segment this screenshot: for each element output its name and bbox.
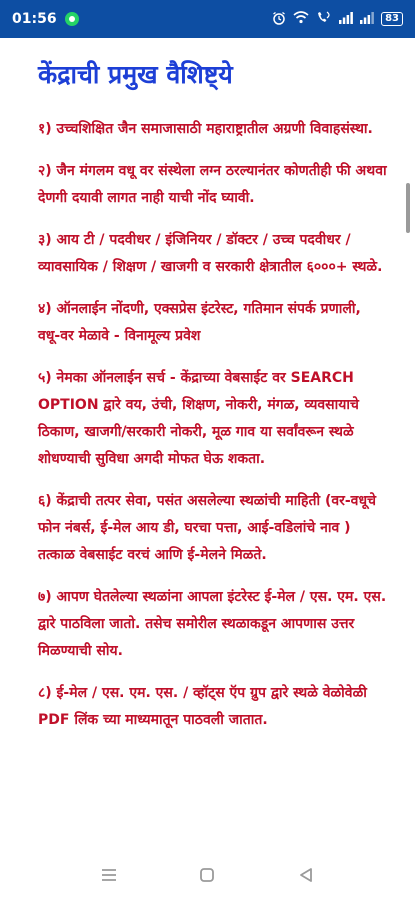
signal-icon: [360, 12, 374, 27]
navigation-bar: [0, 850, 415, 900]
status-bar: [0, 0, 415, 38]
page-title: केंद्राची प्रमुख वैशिष्ट्ये: [38, 60, 233, 89]
battery-icon: 83: [381, 12, 403, 26]
signal-icon: [339, 12, 353, 27]
page-content[interactable]: [0, 38, 415, 850]
vowifi-icon: [316, 11, 332, 27]
back-icon: [298, 867, 314, 883]
feature-item: ४) ऑनलाईन नोंदणी, एक्सप्रेस इंटरेस्ट, गतिमान संपर्क प्रणाली, वधू-वर मेळावे - विनामूल्य प्रवेश: [38, 301, 361, 344]
status-time: 01:56: [12, 11, 57, 27]
feature-item: ३) आय टी / पदवीधर / इंजिनियर / डॉक्टर / उच्च पदवीधर / व्यावसायिक / शिक्षण / खाजगी व सरकारी क्षेत्रातील ६०००+ स्थळे.: [38, 232, 383, 275]
recents-button[interactable]: [89, 855, 129, 895]
feature-item: २) जैन मंगलम वधू वर संस्थेला लग्न ठरल्यानंतर कोणतीही फी अथवा देणगी दयावी लागत नाही याची नोंद घ्यावी.: [38, 163, 387, 206]
feature-item: ७) आपण घेतलेल्या स्थळांना आपला इंटरेस्ट ई-मेल / एस. एम. एस. द्वारे पाठविला जातो. तसेच समोरील स्थळाकडून आपणास उत्तर मिळण्याची सोय.: [38, 589, 387, 659]
back-button[interactable]: [286, 855, 326, 895]
status-icons: [272, 11, 403, 28]
feature-item: ८) ई-मेल / एस. एम. एस. / व्हॉट्स ऍप ग्रुप द्वारे स्थळे वेळोवेळी PDF लिंक च्या माध्यमातून पाठवली जातात.: [38, 685, 367, 728]
recents-icon: [100, 867, 118, 883]
home-button[interactable]: [187, 855, 227, 895]
feature-item: १) उच्चशिक्षित जैन समाजासाठी महाराष्ट्रातील अग्रणी विवाहसंस्था.: [38, 121, 373, 137]
home-icon: [199, 867, 215, 883]
feature-item: ६) केंद्राची तत्पर सेवा, पसंत असलेल्या स्थळांची माहिती (वर-वधूचे फोन नंबर्स, ई-मेल आय डी, घरचा पत्ता, आई-वडिलांचे नाव ) तत्काळ वेबसाईट वरचं आणि ई-मेलने मिळते.: [38, 493, 376, 563]
alarm-icon: [272, 11, 286, 28]
scrollbar-thumb[interactable]: [406, 183, 410, 233]
wifi-icon: [293, 11, 309, 27]
feature-item: ५) नेमका ऑनलाईन सर्च - केंद्राच्या वेबसाईट वर SEARCH OPTION द्वारे वय, उंची, शिक्षण, नोकरी, मंगळ, व्यवसायाचे ठिकाण, खाजगी/सरकारी नोकरी, मूळ गाव या सर्वांवरून स्थळे शोधण्याची सुविधा अगदी मोफत घेऊ शकता.: [38, 370, 359, 467]
whatsapp-icon: [65, 12, 79, 26]
